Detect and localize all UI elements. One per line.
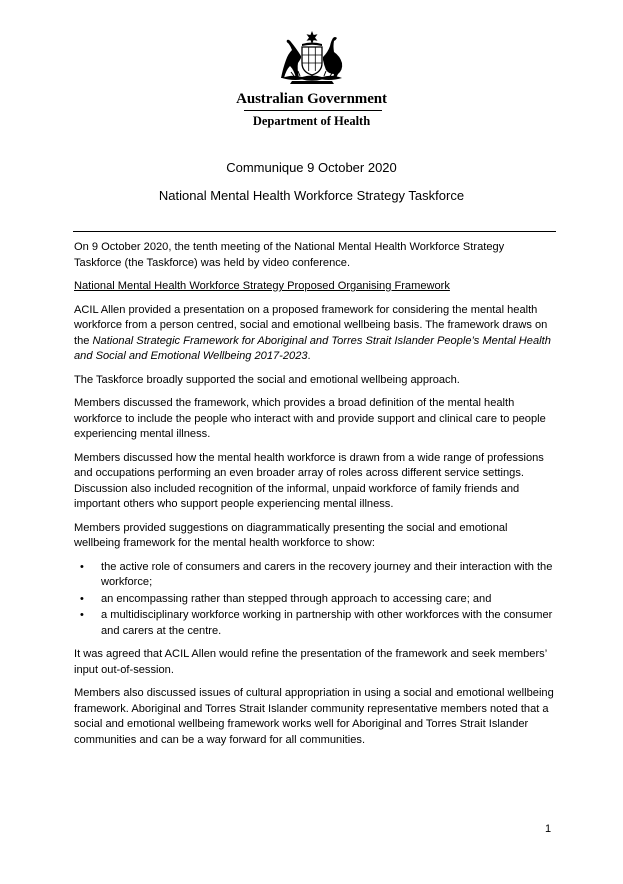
framework-paragraph-end: . [307, 350, 311, 362]
coat-of-arms-icon [272, 30, 352, 86]
support-paragraph: The Taskforce broadly supported the social and emotional wellbeing approach. [74, 373, 460, 386]
definition-paragraph: Members discussed the framework, which provides a broad definition of the mental health workforce to include the people who interact with and provide support and clinical care to people experiencing mental illness. [74, 397, 546, 440]
framework-paragraph-text: ACIL Allen provided a presentation on a proposed framework for considering the mental health workforce from a person centred, social and emotional wellbeing basis. The framework draws on the [74, 303, 548, 347]
government-divider [244, 110, 382, 111]
framework-paragraph [74, 303, 554, 365]
document-body [74, 240, 554, 756]
workforce-paragraph: Members discussed how the mental health workforce is drawn from a wide range of professions and occupations performing an even broader array of roles across different service settings. Discussion also included recognition of the informal, unpaid workforce of family friends and important others who support people experiencing mental illness. [74, 451, 544, 510]
list-item: • a multidisciplinary workforce working in partnership with other workforces with the consumer and carers at the centre. [101, 608, 554, 639]
department-name: Department of Health [252, 114, 371, 128]
list-item: • an encompassing rather than stepped through approach to accessing care; and [101, 592, 554, 608]
cultural-paragraph: Members also discussed issues of cultural appropriation in using a social and emotional wellbeing framework. Aboriginal and Torres Strait Islander community representative members noted that a social and emotional wellbeing framework works well for Aboriginal and Torres Strait Islander communities and can be a way forward for all communities. [74, 687, 554, 746]
suggestions-paragraph: Members provided suggestions on diagrammatically presenting the social and emotional wellbeing framework for the mental health workforce to show: [74, 521, 508, 549]
agreement-paragraph: It was agreed that ACIL Allen would refine the presentation of the framework and seek members’ input out-of-session. [74, 648, 547, 676]
title-divider [73, 231, 556, 232]
suggestions-list [74, 560, 554, 640]
framework-reference: National Strategic Framework for Aboriginal and Torres Strait Islander People’s Mental Health and Social and Emotional Wellbeing 2017-2023 [74, 334, 551, 362]
list-item: • the active role of consumers and carers in the recovery journey and their interaction with the workforce; [101, 560, 554, 591]
intro-paragraph: On 9 October 2020, the tenth meeting of the National Mental Health Workforce Strategy Taskforce (the Taskforce) was held by video conference. [74, 241, 505, 269]
government-name: Australian Government [236, 91, 387, 107]
section-heading: National Mental Health Workforce Strategy Proposed Organising Framework [74, 280, 450, 292]
page-number: 1 [545, 823, 552, 835]
document-title: Communique 9 October 2020 [226, 160, 397, 175]
document-subtitle: National Mental Health Workforce Strategy Taskforce [158, 188, 465, 203]
